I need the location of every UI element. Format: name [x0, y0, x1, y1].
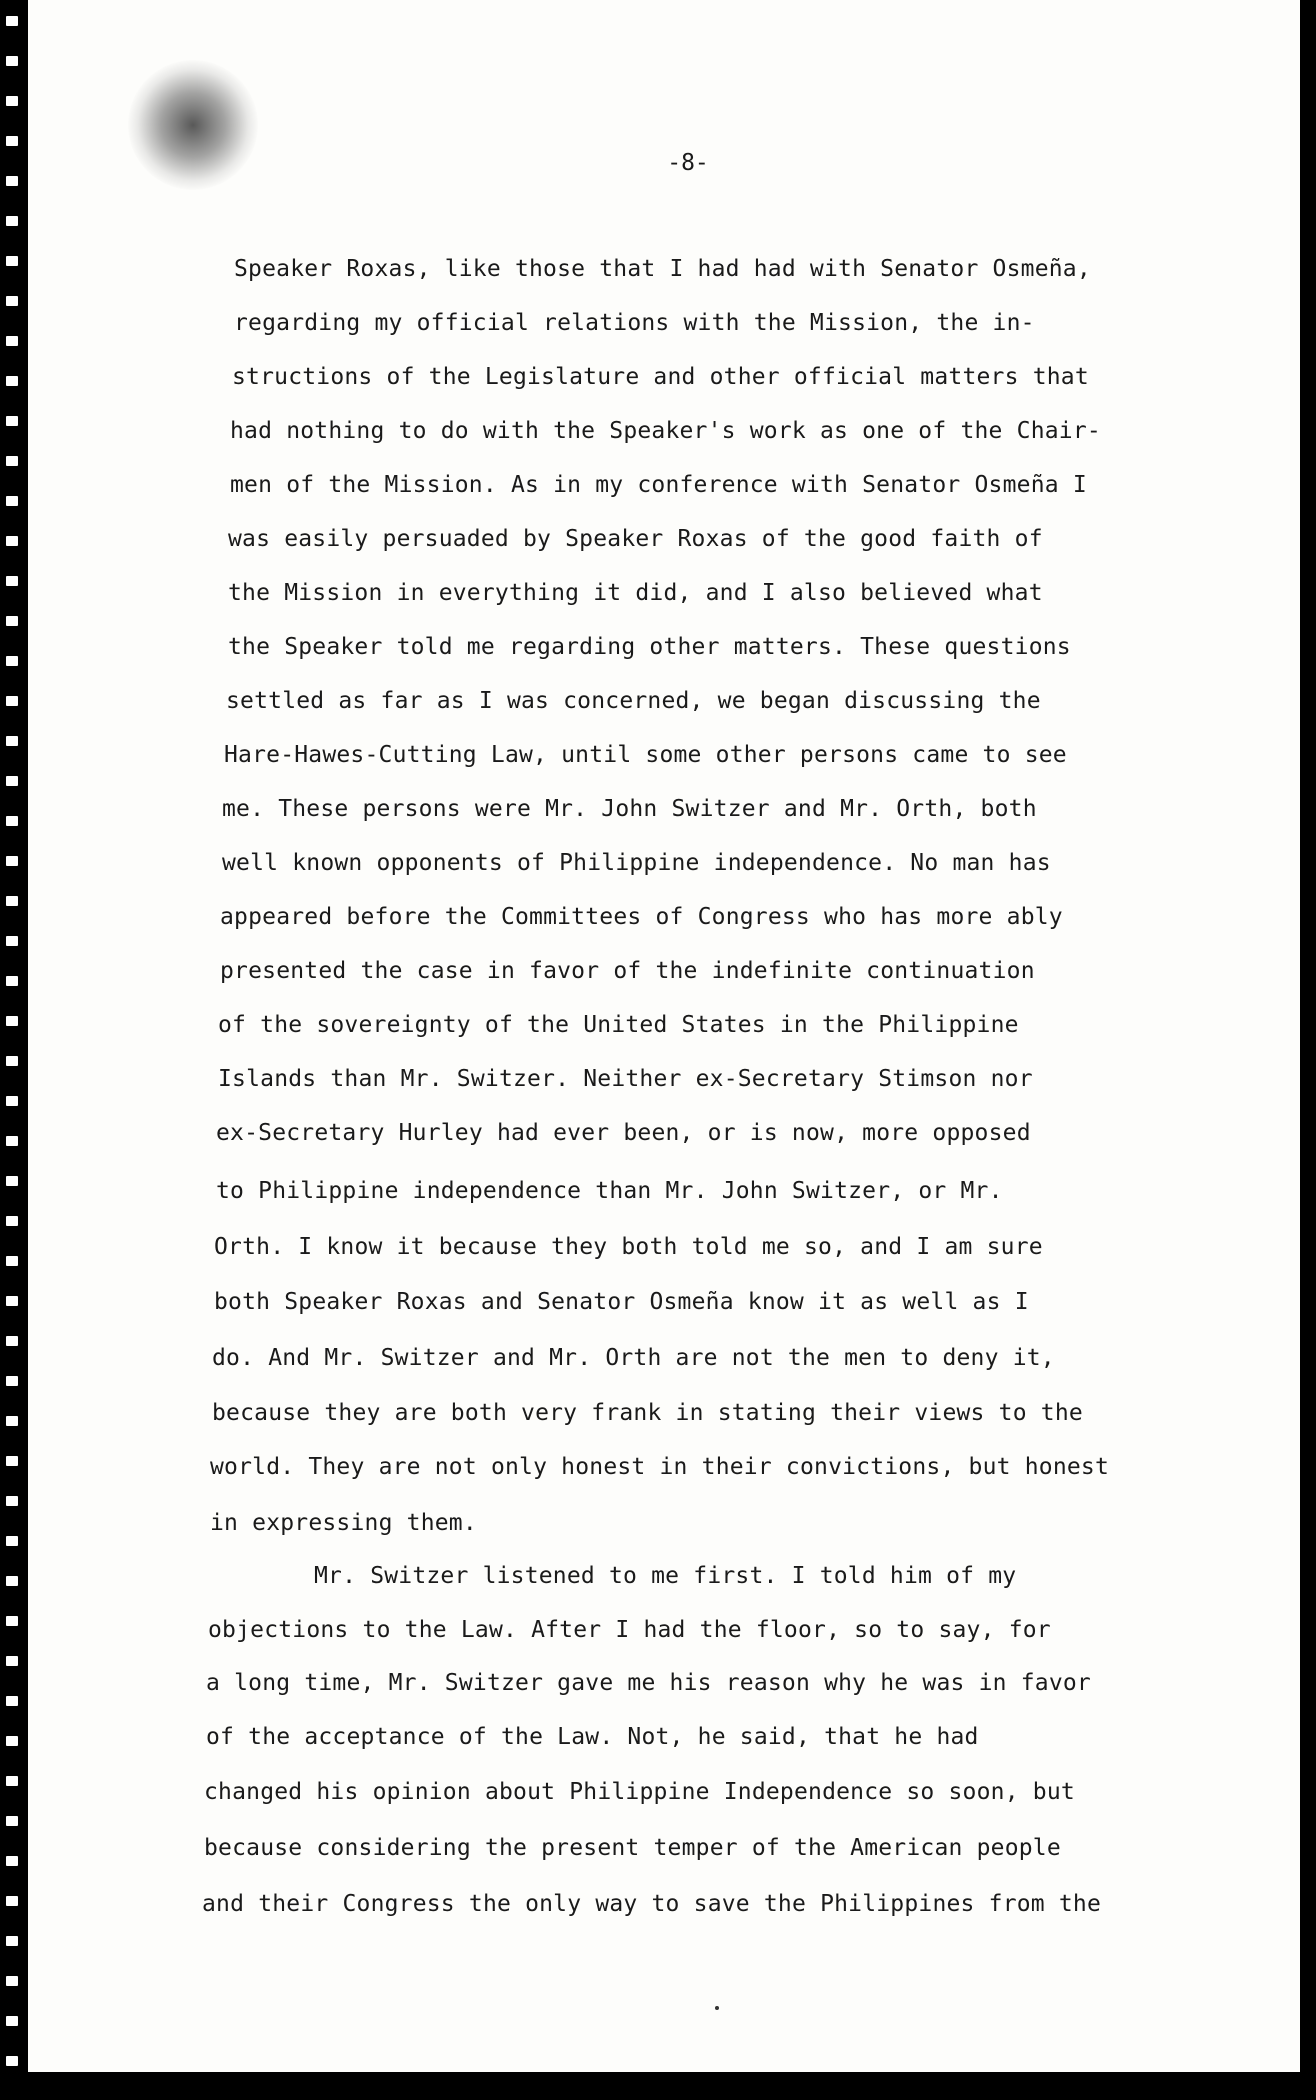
- text-line: world. They are not only honest in their convictions, but honest: [210, 1454, 1110, 1480]
- film-perforation: [6, 136, 18, 146]
- text-line: well known opponents of Philippine independence. No man has: [222, 850, 1051, 876]
- film-perforation: [6, 1656, 18, 1666]
- film-perforation: [6, 536, 18, 546]
- text-line: the Speaker told me regarding other matters. These questions: [228, 634, 1071, 660]
- film-perforation: [6, 1776, 18, 1786]
- text-line: the Mission in everything it did, and I also believed what: [228, 580, 1043, 606]
- film-perforation: [6, 2016, 18, 2026]
- text-line: appeared before the Committees of Congress who has more ably: [220, 904, 1063, 930]
- text-line: presented the case in favor of the indefinite continuation: [220, 958, 1035, 984]
- text-line: of the acceptance of the Law. Not, he said, that he had: [206, 1724, 979, 1750]
- text-line: regarding my official relations with the Mission, the in-: [234, 310, 1035, 336]
- text-line: because they are both very frank in stating their views to the: [212, 1400, 1083, 1426]
- film-perforation: [6, 616, 18, 626]
- film-perforation: [6, 896, 18, 906]
- film-perforation: [6, 16, 18, 26]
- film-perforation: [6, 856, 18, 866]
- text-line: changed his opinion about Philippine Independence so soon, but: [204, 1779, 1075, 1805]
- film-perforation: [6, 256, 18, 266]
- film-perforation: [6, 1616, 18, 1626]
- film-perforation: [6, 416, 18, 426]
- film-perforation: [6, 1416, 18, 1426]
- film-perforation: [6, 336, 18, 346]
- film-perforation: [6, 1456, 18, 1466]
- text-line: ex-Secretary Hurley had ever been, or is now, more opposed: [216, 1120, 1031, 1146]
- film-perforation: [6, 2056, 18, 2066]
- text-line: and their Congress the only way to save the Philippines from the: [202, 1891, 1102, 1917]
- film-perforation: [6, 816, 18, 826]
- scan-border-bottom: [0, 2072, 1316, 2100]
- film-perforation: [6, 936, 18, 946]
- film-perforation: [6, 1256, 18, 1266]
- film-perforation: [6, 56, 18, 66]
- page-number: -8-: [667, 150, 709, 176]
- film-perforation: [6, 696, 18, 706]
- text-line: do. And Mr. Switzer and Mr. Orth are not the men to deny it,: [212, 1345, 1055, 1371]
- film-perforation: [6, 1856, 18, 1866]
- film-perforation: [6, 1136, 18, 1146]
- film-perforation: [6, 1016, 18, 1026]
- film-perforation: [6, 1896, 18, 1906]
- film-perforation: [6, 176, 18, 186]
- film-perforation: [6, 1376, 18, 1386]
- film-perforation: [6, 496, 18, 506]
- film-perforation: [6, 296, 18, 306]
- text-line: Orth. I know it because they both told me so, and I am sure: [214, 1234, 1043, 1260]
- scan-border-left: [0, 0, 26, 2100]
- text-line: of the sovereignty of the United States in the Philippine: [218, 1012, 1019, 1038]
- text-line: to Philippine independence than Mr. John Switzer, or Mr.: [216, 1178, 1003, 1204]
- film-perforation: [6, 1496, 18, 1506]
- ink-smudge: [128, 60, 258, 190]
- film-perforation: [6, 1936, 18, 1946]
- text-line: Hare-Hawes-Cutting Law, until some other persons came to see: [224, 742, 1067, 768]
- text-line: was easily persuaded by Speaker Roxas of the good faith of: [228, 526, 1043, 552]
- text-line: Mr. Switzer listened to me first. I told him of my: [314, 1563, 1017, 1589]
- text-line: men of the Mission. As in my conference with Senator Osmeña I: [230, 472, 1087, 498]
- text-line: settled as far as I was concerned, we began discussing the: [226, 688, 1041, 714]
- film-perforation: [6, 1216, 18, 1226]
- document-page: [28, 0, 1300, 2072]
- text-line: Islands than Mr. Switzer. Neither ex-Secretary Stimson nor: [218, 1066, 1033, 1092]
- text-line: because considering the present temper of the American people: [204, 1835, 1061, 1861]
- film-perforation: [6, 216, 18, 226]
- film-perforation: [6, 1576, 18, 1586]
- film-perforation: [6, 1736, 18, 1746]
- scan-border-right: [1302, 0, 1316, 2100]
- film-perforation: [6, 656, 18, 666]
- text-line: had nothing to do with the Speaker's work as one of the Chair-: [230, 418, 1101, 444]
- text-line: in expressing them.: [210, 1510, 477, 1536]
- film-perforation: [6, 1096, 18, 1106]
- film-perforation: [6, 776, 18, 786]
- film-perforation: [6, 1816, 18, 1826]
- film-perforation: [6, 376, 18, 386]
- film-perforation: [6, 1976, 18, 1986]
- film-perforation: [6, 736, 18, 746]
- ink-speck: [715, 2006, 719, 2010]
- film-perforation: [6, 1296, 18, 1306]
- film-perforation: [6, 1056, 18, 1066]
- text-line: me. These persons were Mr. John Switzer and Mr. Orth, both: [222, 796, 1037, 822]
- text-line: a long time, Mr. Switzer gave me his reason why he was in favor: [206, 1670, 1091, 1696]
- film-perforation: [6, 96, 18, 106]
- text-line: Speaker Roxas, like those that I had had with Senator Osmeña,: [234, 256, 1091, 282]
- text-line: structions of the Legislature and other official matters that: [232, 364, 1089, 390]
- film-perforation: [6, 456, 18, 466]
- film-perforation: [6, 976, 18, 986]
- film-perforation: [6, 576, 18, 586]
- film-perforation: [6, 1176, 18, 1186]
- film-perforation: [6, 1696, 18, 1706]
- text-line: both Speaker Roxas and Senator Osmeña know it as well as I: [214, 1289, 1029, 1315]
- film-perforation: [6, 1536, 18, 1546]
- film-perforation: [6, 1336, 18, 1346]
- text-line: objections to the Law. After I had the floor, so to say, for: [208, 1617, 1051, 1643]
